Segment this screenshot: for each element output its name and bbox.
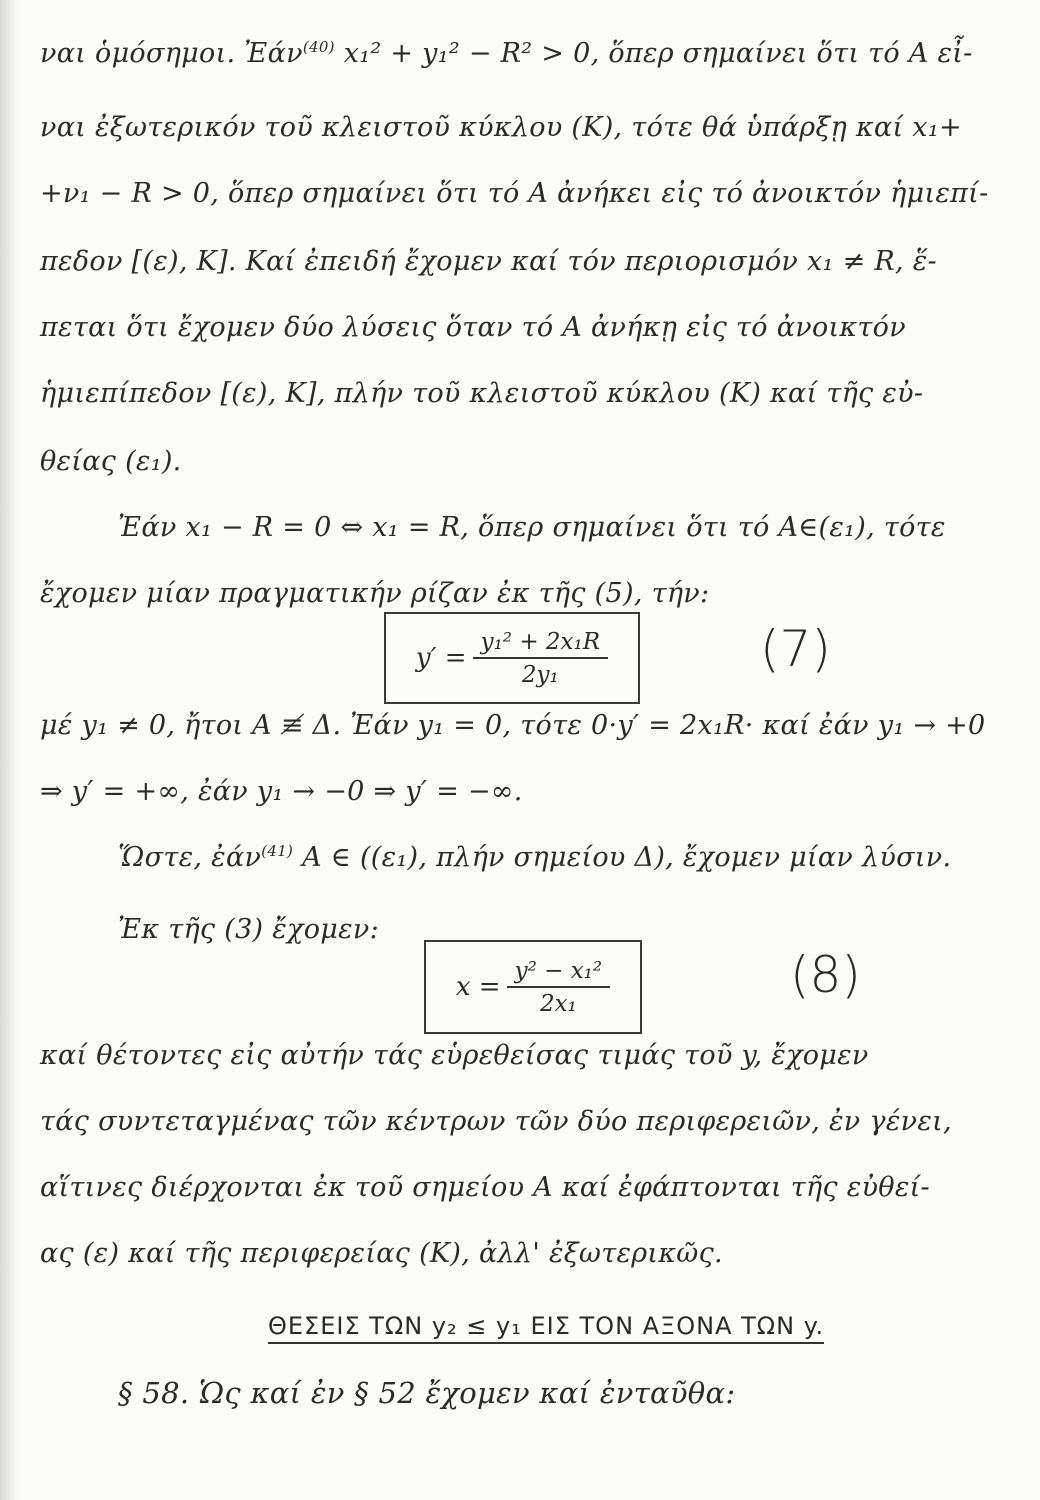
text-line-11: ⇒ y′ = +∞, ἐάν y₁ → −0 ⇒ y′ = −∞. bbox=[40, 776, 523, 807]
text-line-9: ἔχομεν μίαν πραγματικήν ρίζαν ἐκ τῆς (5), τήν: bbox=[40, 578, 710, 609]
footnote-ref-40: (40) bbox=[302, 38, 335, 56]
equation-8-numerator: y² − x₁² bbox=[507, 958, 611, 988]
equation-8-label: (8) bbox=[790, 946, 861, 1004]
equation-7-box bbox=[384, 612, 640, 704]
text-line-7: θείας (ε₁). bbox=[40, 446, 182, 477]
equation-7-numerator: y₁² + 2x₁R bbox=[473, 629, 608, 659]
text-line-8: Ἐάν x₁ − R = 0 ⇔ x₁ = R, ὅπερ σημαίνει ὅτι τό A∈(ε₁), τότε bbox=[118, 512, 946, 543]
text-line-17: ας (ε) καί τῆς περιφερείας (K), ἀλλ' ἐξωτερικῶς. bbox=[40, 1238, 723, 1269]
text-line-12: Ὥστε, ἐάν$^{(41)}$ A ∈ ((ε₁), πλήν σημείου Δ), ἔχομεν μίαν λύσιν. bbox=[118, 842, 952, 873]
text-line-1: ναι ὁμόσημοι. Ἐάν$^{(40)}$ x₁² + y₁² − R² > 0, ὅπερ σημαίνει ὅτι τό A εἶ- bbox=[40, 38, 973, 69]
text-line-6: ἡμιεπίπεδον [(ε), K], πλήν τοῦ κλειστοῦ κύκλου (K) καί τῆς εὐ- bbox=[40, 378, 924, 409]
text-line-10: μέ y₁ ≠ 0, ἤτοι A ≢ Δ. Ἐάν y₁ = 0, τότε 0·y′ = 2x₁R· καί ἐάν y₁ → +0 bbox=[40, 710, 986, 741]
text-line-5: πεται ὅτι ἔχομεν δύο λύσεις ὅταν τό A ἀνήκῃ εἰς τό ἀνοικτόν bbox=[40, 312, 906, 343]
equation-8-box bbox=[424, 940, 642, 1034]
section-heading: ΘΕΣΕΙΣ ΤΩΝ y₂ ≤ y₁ ΕΙΣ ΤΟΝ ΑΞΟΝΑ ΤΩΝ y. bbox=[268, 1312, 824, 1344]
equation-7-lhs: y′ = bbox=[415, 643, 467, 673]
text-line-16: αἵτινες διέρχονται ἐκ τοῦ σημείου A καί ἐφάπτονται τῆς εὐθεί- bbox=[40, 1172, 930, 1203]
section-58-line: § 58. Ὡς καί ἐν § 52 ἔχομεν καί ἐνταῦθα: bbox=[118, 1376, 736, 1410]
equation-8-lhs: x = bbox=[455, 972, 501, 1002]
text-line-2: ναι ἐξωτερικόν τοῦ κλειστοῦ κύκλου (K), τότε θά ὑπάρξῃ καί x₁+ bbox=[40, 112, 962, 143]
text-line-4: πεδον [(ε), K]. Καί ἐπειδή ἔχομεν καί τόν περιορισμόν x₁ ≠ R, ἕ- bbox=[40, 246, 937, 277]
equation-7-fraction bbox=[473, 629, 608, 688]
equation-8-fraction bbox=[507, 958, 611, 1017]
equation-7-denominator: 2y₁ bbox=[521, 661, 559, 688]
equation-8-denominator: 2x₁ bbox=[539, 990, 577, 1017]
equation-7-label: (7) bbox=[760, 620, 831, 678]
text-line-13: Ἐκ τῆς (3) ἔχομεν: bbox=[118, 914, 380, 945]
footnote-ref-41: (41) bbox=[261, 842, 294, 860]
text-line-3: +ν₁ − R > 0, ὅπερ σημαίνει ὅτι τό A ἀνήκει εἰς τό ἀνοικτόν ἡμιεπί- bbox=[40, 178, 989, 209]
text-line-15: τάς συντεταγμένας τῶν κέντρων τῶν δύο περιφερειῶν, ἐν γένει, bbox=[40, 1106, 952, 1137]
text-line-14: καί θέτοντες εἰς αὐτήν τάς εὑρεθείσας τιμάς τοῦ y, ἔχομεν bbox=[40, 1040, 869, 1071]
paper-edge bbox=[0, 0, 18, 1500]
